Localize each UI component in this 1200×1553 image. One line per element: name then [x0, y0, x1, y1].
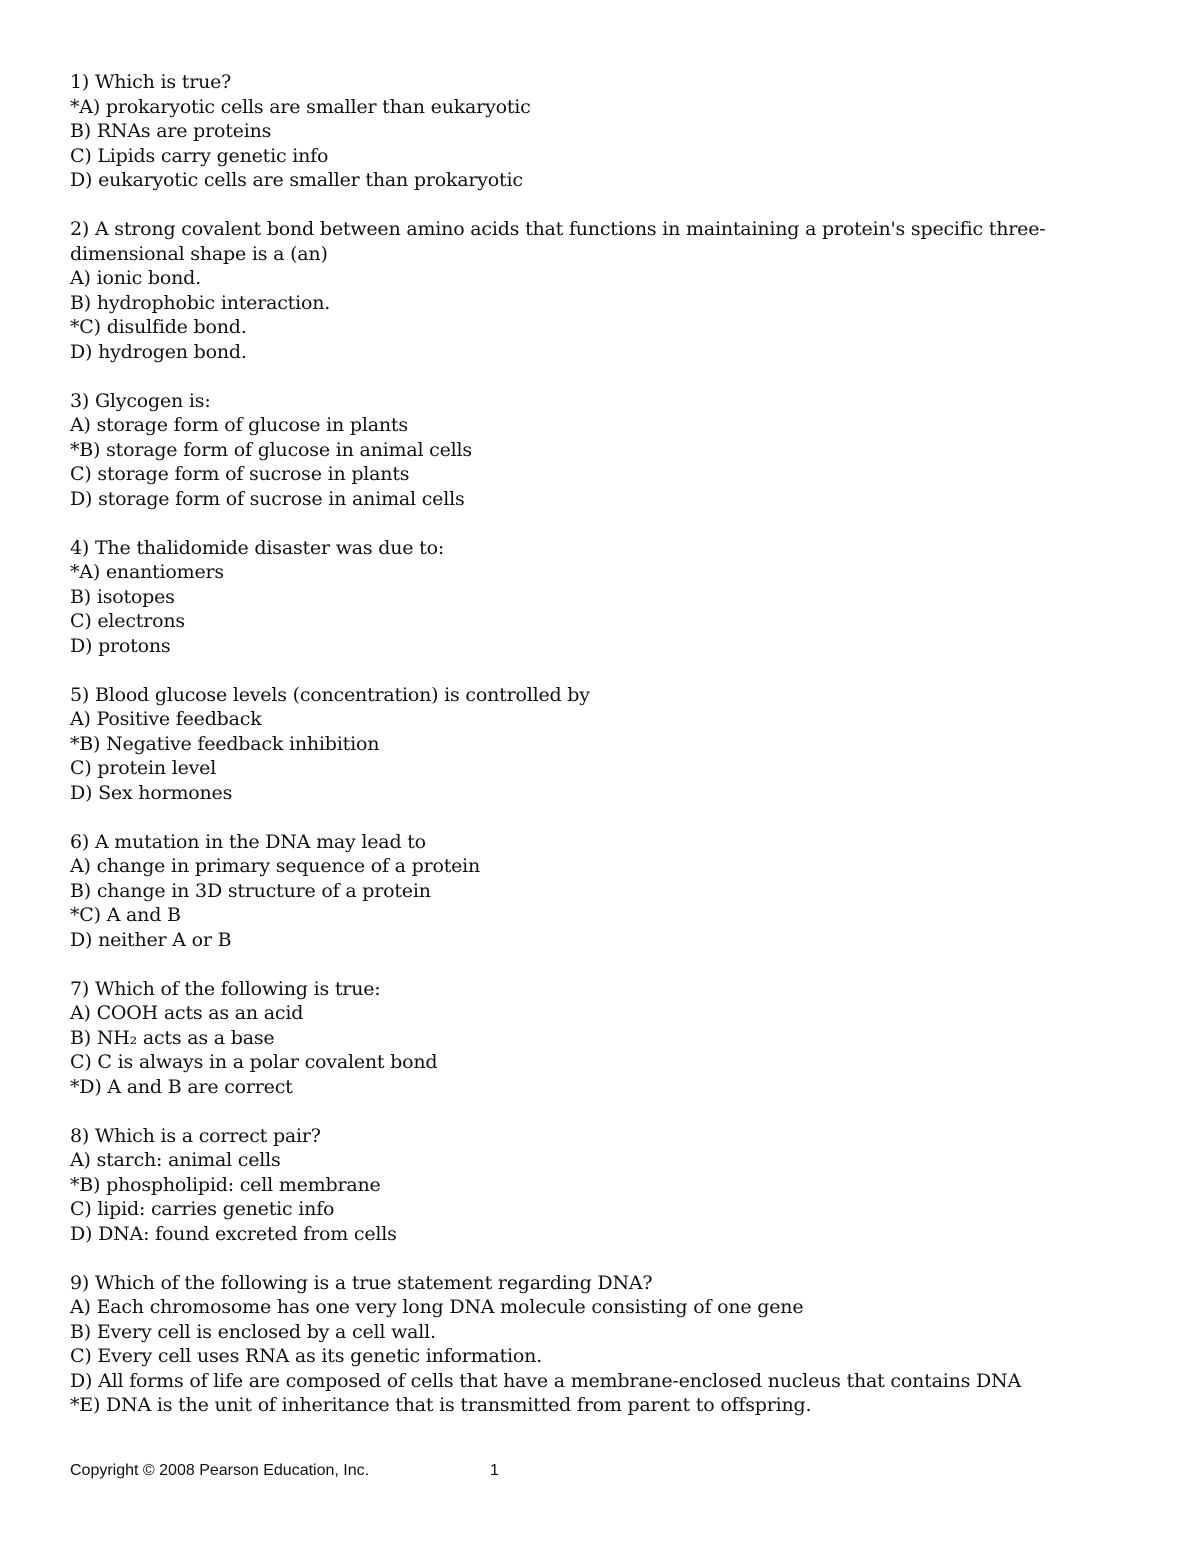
question-block — [70, 536, 1130, 659]
answer-option: C) lipid: carries genetic info — [70, 1198, 335, 1220]
answer-option: *B) Negative feedback inhibition — [70, 732, 380, 755]
answer-option: C) Lipids carry genetic info — [70, 144, 329, 167]
question-block — [70, 683, 1130, 806]
answer-option: C) protein level — [70, 757, 217, 779]
question-block — [70, 70, 1130, 193]
question-stem: 8) Which is a correct pair? — [70, 1124, 321, 1147]
answer-option: *D) A and B are correct — [70, 1075, 293, 1098]
answer-option: B) Every cell is enclosed by a cell wall. — [70, 1320, 436, 1343]
answer-option: C) Every cell uses RNA as its genetic information. — [70, 1345, 543, 1367]
question-block — [70, 389, 1130, 512]
answer-option: B) NH₂ acts as a base — [70, 1026, 275, 1049]
question-list — [70, 70, 1130, 1442]
question-block — [70, 977, 1130, 1100]
answer-option: A) Positive feedback — [70, 708, 262, 730]
answer-option: A) starch: animal cells — [70, 1149, 281, 1171]
answer-option: B) change in 3D structure of a protein — [70, 879, 431, 902]
answer-option: C) electrons — [70, 610, 185, 632]
question-stem: 4) The thalidomide disaster was due to: — [70, 536, 445, 559]
question-block — [70, 217, 1130, 364]
answer-option: *A) prokaryotic cells are smaller than eukaryotic — [70, 95, 531, 118]
answer-option: *C) A and B — [70, 904, 181, 926]
answer-option: *B) storage form of glucose in animal cells — [70, 438, 472, 461]
answer-option: *B) phospholipid: cell membrane — [70, 1173, 381, 1196]
answer-option: D) eukaryotic cells are smaller than prokaryotic — [70, 169, 523, 191]
question-stem: 1) Which is true? — [70, 71, 232, 93]
answer-option: D) neither A or B — [70, 928, 232, 951]
question-stem: 9) Which of the following is a true statement regarding DNA? — [70, 1271, 653, 1294]
question-block — [70, 830, 1130, 953]
copyright-notice: Copyright © 2008 Pearson Education, Inc. — [70, 1462, 370, 1479]
answer-option: *E) DNA is the unit of inheritance that is transmitted from parent to offspring. — [70, 1394, 812, 1416]
answer-option: D) Sex hormones — [70, 781, 233, 804]
question-stem: 2) A strong covalent bond between amino acids that functions in maintaining a protein's specific three-dimensional shape is a (an) — [70, 218, 1046, 265]
question-block — [70, 1271, 1130, 1418]
question-stem: 3) Glycogen is: — [70, 389, 211, 412]
answer-option: B) RNAs are proteins — [70, 120, 272, 142]
question-block — [70, 1124, 1130, 1247]
answer-option: A) COOH acts as an acid — [70, 1002, 304, 1024]
answer-option: D) hydrogen bond. — [70, 340, 247, 363]
answer-option: D) storage form of sucrose in animal cells — [70, 487, 465, 510]
answer-option: D) All forms of life are composed of cells that have a membrane-enclosed nucleus that contains DNA — [70, 1369, 1021, 1392]
answer-option: D) DNA: found excreted from cells — [70, 1222, 397, 1245]
question-stem: 5) Blood glucose levels (concentration) is controlled by — [70, 683, 590, 706]
answer-option: A) ionic bond. — [70, 267, 201, 289]
question-stem: 7) Which of the following is true: — [70, 977, 381, 1000]
answer-option: C) C is always in a polar covalent bond — [70, 1051, 438, 1073]
answer-option: A) storage form of glucose in plants — [70, 414, 408, 436]
answer-option: D) protons — [70, 634, 171, 657]
answer-option: C) storage form of sucrose in plants — [70, 463, 410, 485]
answer-option: B) isotopes — [70, 585, 175, 608]
answer-option: *A) enantiomers — [70, 561, 224, 583]
answer-option: B) hydrophobic interaction. — [70, 291, 331, 314]
page-number: 1 — [490, 1462, 499, 1479]
question-stem: 6) A mutation in the DNA may lead to — [70, 830, 426, 853]
answer-option: A) Each chromosome has one very long DNA molecule consisting of one gene — [70, 1296, 804, 1318]
answer-option: A) change in primary sequence of a protein — [70, 855, 481, 877]
answer-option: *C) disulfide bond. — [70, 316, 247, 338]
